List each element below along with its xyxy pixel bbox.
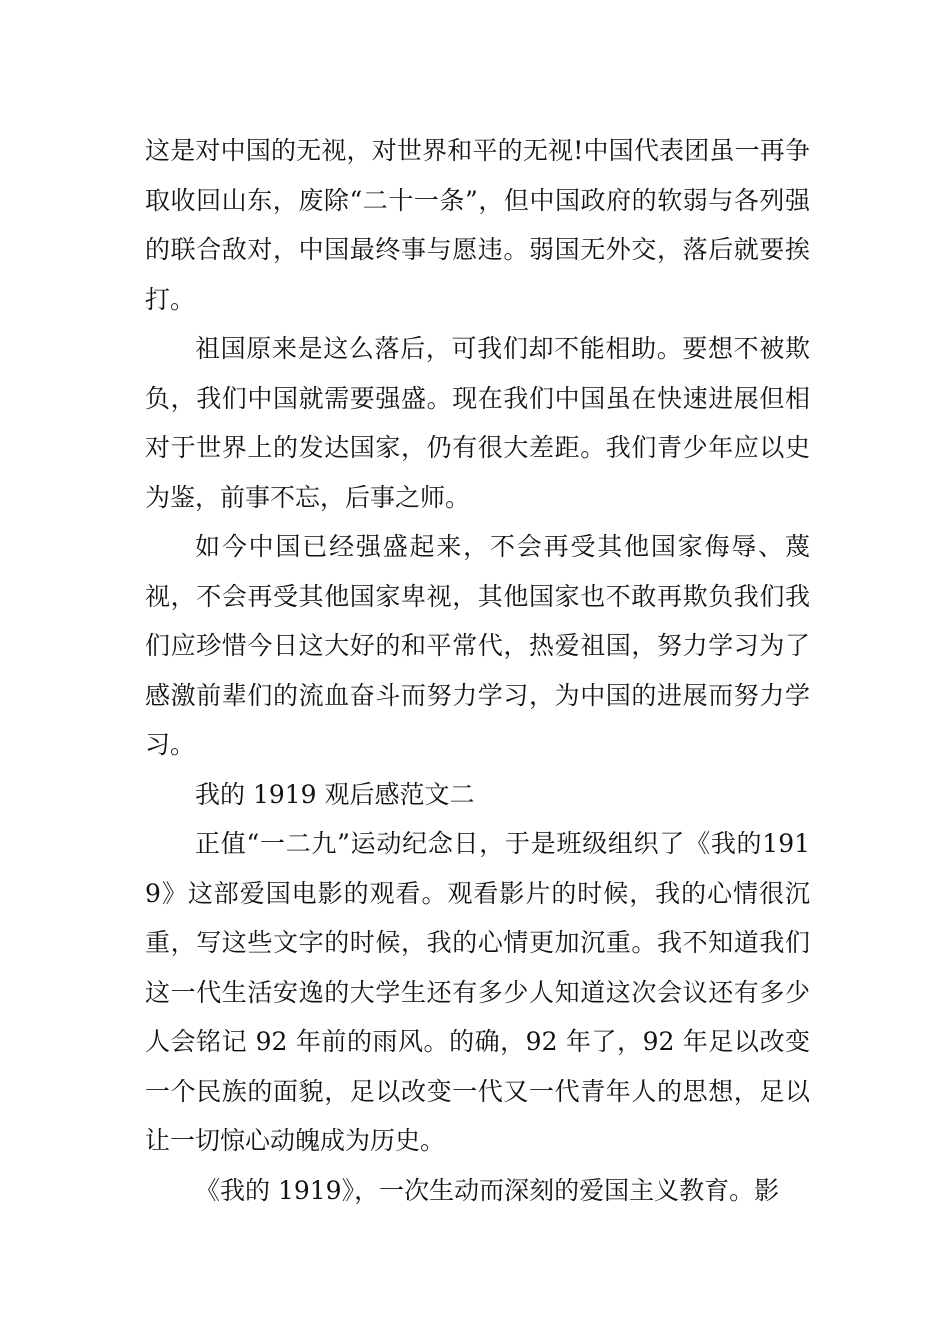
paragraph-2: 祖国原来是这么落后，可我们却不能相助。要想不被欺负，我们中国就需要强盛。现在我们中国虽在快速进展但相对于世界上的发达国家，仍有很大差距。我们青少年应以史为鉴，前事不忘，后事之师。: [145, 334, 810, 512]
paragraph-4: 正值“一二九”运动纪念日，于是班级组织了《我的1919》这部爱国电影的观看。观看影片的时候，我的心情很沉重，写这些文字的时候，我的心情更加沉重。我不知道我们这一代生活安逸的大学生还有多少人知道这次会议还有多少人会铭记 92 年前的雨风。的确，92 年了，92 年足以改变一个民族的面貌，足以改变一代又一代青年人的思想，足以让一切惊心动魄成为历史。: [145, 829, 810, 1155]
document-body: [145, 126, 810, 1215]
paragraph-3: 如今中国已经强盛起来，不会再受其他国家侮辱、蔑视，不会再受其他国家卑视，其他国家也不敢再欺负我们我们应珍惜今日这大好的和平常代，热爱祖国，努力学习为了感激前辈们的流血奋斗而努力学习，为中国的进展而努力学习。: [145, 532, 810, 759]
section-heading: 我的 1919 观后感范文二: [195, 779, 475, 809]
paragraph-5: 《我的 1919》，一次生动而深刻的爱国主义教育。影: [195, 1175, 780, 1205]
paragraph-1: 这是对中国的无视，对世界和平的无视!中国代表团虽一再争取收回山东，废除“二十一条”，但中国政府的软弱与各列强的联合敌对，中国最终事与愿违。弱国无外交，落后就要挨打。: [145, 136, 810, 314]
